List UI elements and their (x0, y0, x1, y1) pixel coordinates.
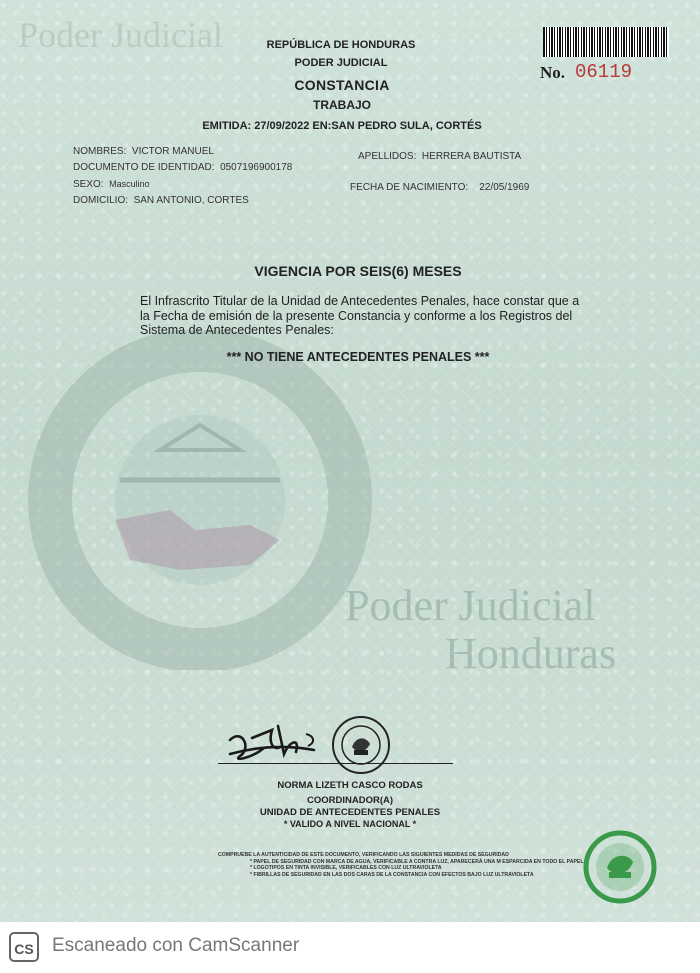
official-stamp (330, 714, 392, 776)
result-statement: *** NO TIENE ANTECEDENTES PENALES *** (226, 350, 490, 364)
camscanner-banner (0, 922, 700, 973)
id-label: DOCUMENTO DE IDENTIDAD: (73, 162, 215, 173)
field-sex (73, 179, 150, 190)
security-note-3: * LOGOTIPOS EN TINTA INVISIBLE, VERIFICABLES CON LUZ ULTRAVIOLETA (250, 865, 442, 871)
watermark-header: Poder Judicial (18, 15, 223, 55)
serial-label: No. (540, 63, 566, 82)
validity-heading: VIGENCIA POR SEIS(6) MESES (254, 263, 462, 279)
camscanner-text: Escaneado con CamScanner (52, 935, 300, 956)
names-label: NOMBRES: (73, 146, 127, 157)
serial-number: 06119 (575, 61, 633, 83)
sex-label: SEXO: (73, 179, 104, 190)
surnames-value: HERRERA BAUTISTA (421, 151, 522, 162)
header-doc-type: CONSTANCIA (294, 77, 390, 93)
header-purpose: TRABAJO (312, 98, 371, 112)
camscanner-logo: CS (9, 932, 39, 962)
security-note-2: * PAPEL DE SEGURIDAD CON MARCA DE AGUA, VERIFICABLE A CONTRA LUZ, APARECERÁ UNA M ESPARCIDA EN TODO EL PAPEL (250, 858, 584, 865)
signatory-scope: * VALIDO A NIVEL NACIONAL * (283, 819, 417, 829)
birth-label: FECHA DE NACIMIENTO: (350, 182, 469, 193)
field-address (73, 195, 249, 206)
security-note-4: * FIBRILLAS DE SEGURIDAD EN LAS DOS CARAS DE LA CONSTANCIA CON EFECTOS BAJO LUZ ULTRAVIOLETA (250, 871, 534, 878)
signatory-name: NORMA LIZETH CASCO RODAS (277, 780, 423, 791)
barcode (543, 27, 669, 57)
watermark-emblem (20, 330, 380, 670)
certification-paragraph: El Infrascrito Titular de la Unidad de Antecedentes Penales, hace constar que a la Fecha de emisión de la presente Constancia y conforme a los Registros del Sistema de Antecedentes Penales: (140, 294, 580, 337)
address-label: DOMICILIO: (73, 195, 129, 206)
names-value: VICTOR MANUEL (131, 146, 214, 157)
field-id (73, 162, 292, 173)
security-note-1: COMPRUEBE LA AUTENTICIDAD DE ESTE DOCUMENTO, VERIFICANDO LAS SIGUIENTES MEDIDAS DE SEGURIDAD (218, 852, 509, 858)
field-birth (350, 182, 529, 193)
id-value: 0507196900178 (220, 162, 293, 173)
watermark-line1: Poder Judicial (345, 581, 596, 630)
security-notes (218, 852, 588, 878)
header-power: PODER JUDICIAL (294, 57, 388, 69)
field-names (73, 146, 214, 157)
green-seal (583, 830, 657, 904)
signature-line (218, 763, 453, 764)
surnames-label: APELLIDOS: (358, 151, 417, 162)
field-surnames (358, 151, 521, 162)
header-issued: EMITIDA: 27/09/2022 EN:SAN PEDRO SULA, CORTÉS (202, 120, 482, 132)
watermark-line2: Honduras (445, 629, 617, 678)
header-republic: REPÚBLICA DE HONDURAS (266, 39, 416, 51)
signatory-unit: UNIDAD DE ANTECEDENTES PENALES (259, 807, 441, 818)
signatory-title: COORDINADOR(A) (306, 795, 394, 806)
sex-value: Masculino (109, 179, 150, 189)
address-value: SAN ANTONIO, CORTES (133, 195, 249, 206)
signature (222, 718, 332, 768)
birth-value: 22/05/1969 (479, 182, 530, 193)
